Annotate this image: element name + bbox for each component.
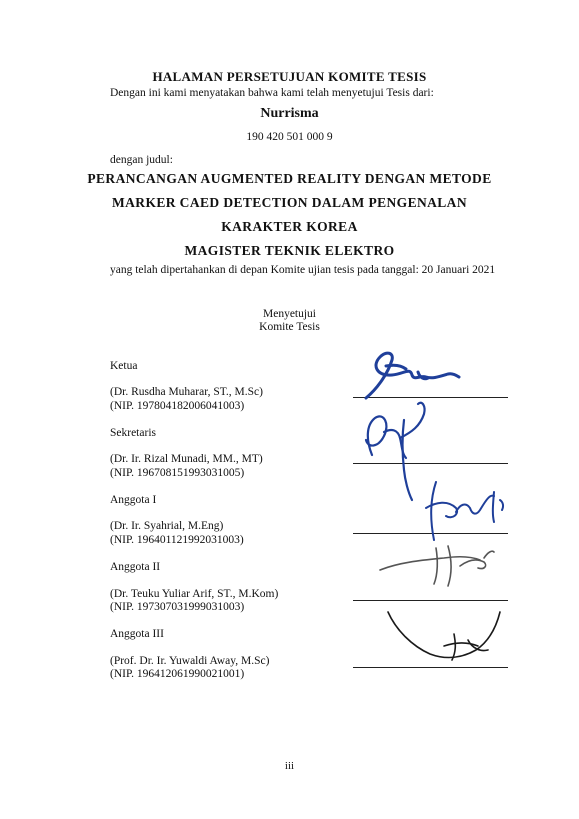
committee-nip-4: (NIP. 197307031999031003)	[110, 601, 245, 613]
intro-text: Dengan ini kami menyatakan bahwa kami telah menyetujui Tesis dari:	[110, 87, 434, 99]
committee-nip-2: (NIP. 196708151993031005)	[110, 467, 245, 479]
committee-role-4: Anggota II	[110, 561, 161, 573]
committee-role-1: Ketua	[110, 360, 138, 372]
signature-4-image	[380, 546, 494, 586]
signature-5-image	[388, 612, 500, 660]
committee-name-4: (Dr. Teuku Yuliar Arif, ST., M.Kom)	[110, 588, 279, 600]
student-name: Nurrisma	[260, 106, 319, 121]
page-title: HALAMAN PERSETUJUAN KOMITE TESIS	[152, 69, 427, 84]
defended-text: yang telah dipertahankan di depan Komite ujian tesis pada tanggal: 20 Januari 2021	[110, 264, 496, 276]
committee-name-1: (Dr. Rusdha Muharar, ST., M.Sc)	[110, 386, 263, 398]
thesis-title-line-3: KARAKTER KOREA	[221, 219, 358, 234]
committee-nip-1: (NIP. 197804182006041003)	[110, 400, 245, 412]
signature-1-image	[366, 353, 459, 398]
title-label: dengan judul:	[110, 154, 173, 166]
committee-role-5: Anggota III	[110, 628, 164, 640]
committee-nip-3: (NIP. 196401121992031003)	[110, 534, 244, 546]
approval-line-1: Menyetujui	[262, 308, 317, 320]
committee-name-5: (Prof. Dr. Ir. Yuwaldi Away, M.Sc)	[110, 655, 270, 667]
thesis-title-line-1: PERANCANGAN AUGMENTED REALITY DENGAN METODE	[87, 171, 492, 186]
signature-2-image	[366, 403, 425, 500]
committee-name-2: (Dr. Ir. Rizal Munadi, MM., MT)	[110, 453, 263, 465]
signature-3-image	[426, 482, 503, 540]
committee-nip-5: (NIP. 196412061990021001)	[110, 668, 245, 680]
student-id: 190 420 501 000 9	[246, 131, 333, 143]
page-number: iii	[284, 760, 295, 772]
thesis-title-line-2: MARKER CAED DETECTION DALAM PENGENALAN	[112, 195, 467, 210]
thesis-title-line-4: MAGISTER TEKNIK ELEKTRO	[184, 243, 395, 258]
approval-line-2: Komite Tesis	[259, 321, 320, 333]
committee-name-3: (Dr. Ir. Syahrial, M.Eng)	[110, 520, 224, 532]
committee-role-3: Anggota I	[110, 494, 157, 506]
committee-role-2: Sekretaris	[110, 427, 156, 439]
